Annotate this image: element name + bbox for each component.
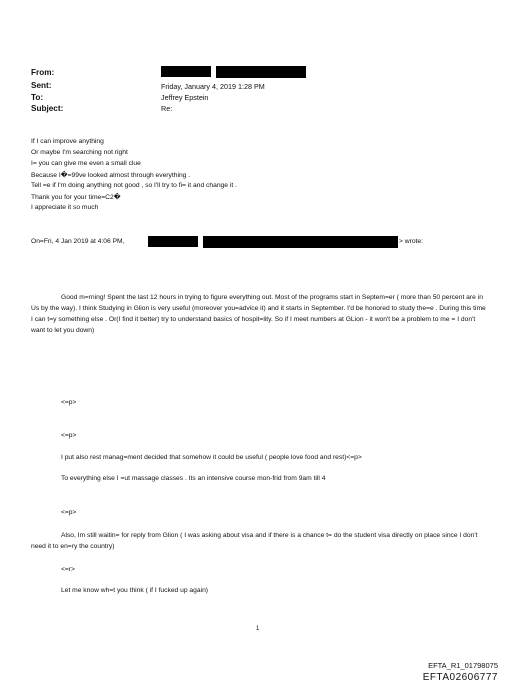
bates-number-secondary: EFTA02606777 [422, 672, 498, 683]
html-tag-text: <=p> [61, 432, 77, 439]
to-value: Jeffrey Epstein [161, 93, 209, 102]
body-line: Because I�=99ve looked almost through everything . [31, 172, 191, 179]
body-line: I appreciate it so much [31, 204, 99, 211]
body-line: Tell =e if I'm doing anything not good , so I'll try to fi= it and change it . [31, 182, 237, 189]
redaction-block [161, 66, 211, 77]
quote-header-suffix: > wrote: [399, 238, 423, 245]
body-line: Thank you for your time=C2� [31, 194, 121, 201]
quoted-line: To everything else I =ut massage classes . Its an intensive course mon-frid from 9am till 4 [61, 475, 326, 482]
sent-value: Friday, January 4, 2019 1:28 PM [161, 82, 265, 91]
subject-value: Re: [161, 104, 173, 113]
redaction-block [216, 66, 306, 78]
quoted-paragraph: Also, Im still waitin= for reply from Glion ( I was asking about visa and if there is a chance t= do the student visa directly on place since I don't need it to en=ry the country) [31, 532, 478, 550]
subject-label: Subject: [31, 104, 64, 113]
body-line: If I can improve anything [31, 138, 104, 145]
redaction-block [148, 236, 198, 247]
to-label: To: [31, 93, 44, 102]
page-number: 1 [256, 626, 260, 632]
quoted-paragraph: Good m=rning! Spent the last 12 hours in trying to figure everything out. Most of the programs start in Septem=er ( more than 50 percent are in Us by the way). I think Studying in Glion is very useful (moreover you=advice it) and it starts in September. I'd be honored to study the=e . During this time I can t=y something else . Or(I find it better) try to understand basics of hospit=lity. So if I meet numbers at GLion - it won't be a problem to me = I don't want to let you down) [31, 294, 486, 334]
from-label: From: [31, 68, 55, 77]
body-line: Or maybe I'm searching not right [31, 149, 128, 156]
redaction-block [203, 236, 398, 248]
quoted-line: I put also rest manag=ment decided that somehow it could be useful ( people love food and rest)<=p> [61, 454, 362, 461]
quoted-line: Let me know wh=t you think ( if I fucked up again) [61, 587, 209, 594]
sent-label: Sent: [31, 81, 52, 90]
html-tag-text: <=p> [61, 399, 77, 406]
quote-header-prefix: On=Fri, 4 Jan 2019 at 4:06 PM, [31, 238, 125, 245]
html-tag-text: <=r> [61, 566, 75, 573]
html-tag-text: <=p> [61, 509, 77, 516]
body-line: I= you can give me even a small clue [31, 160, 141, 167]
bates-number-primary: EFTA_R1_01798075 [428, 661, 498, 670]
